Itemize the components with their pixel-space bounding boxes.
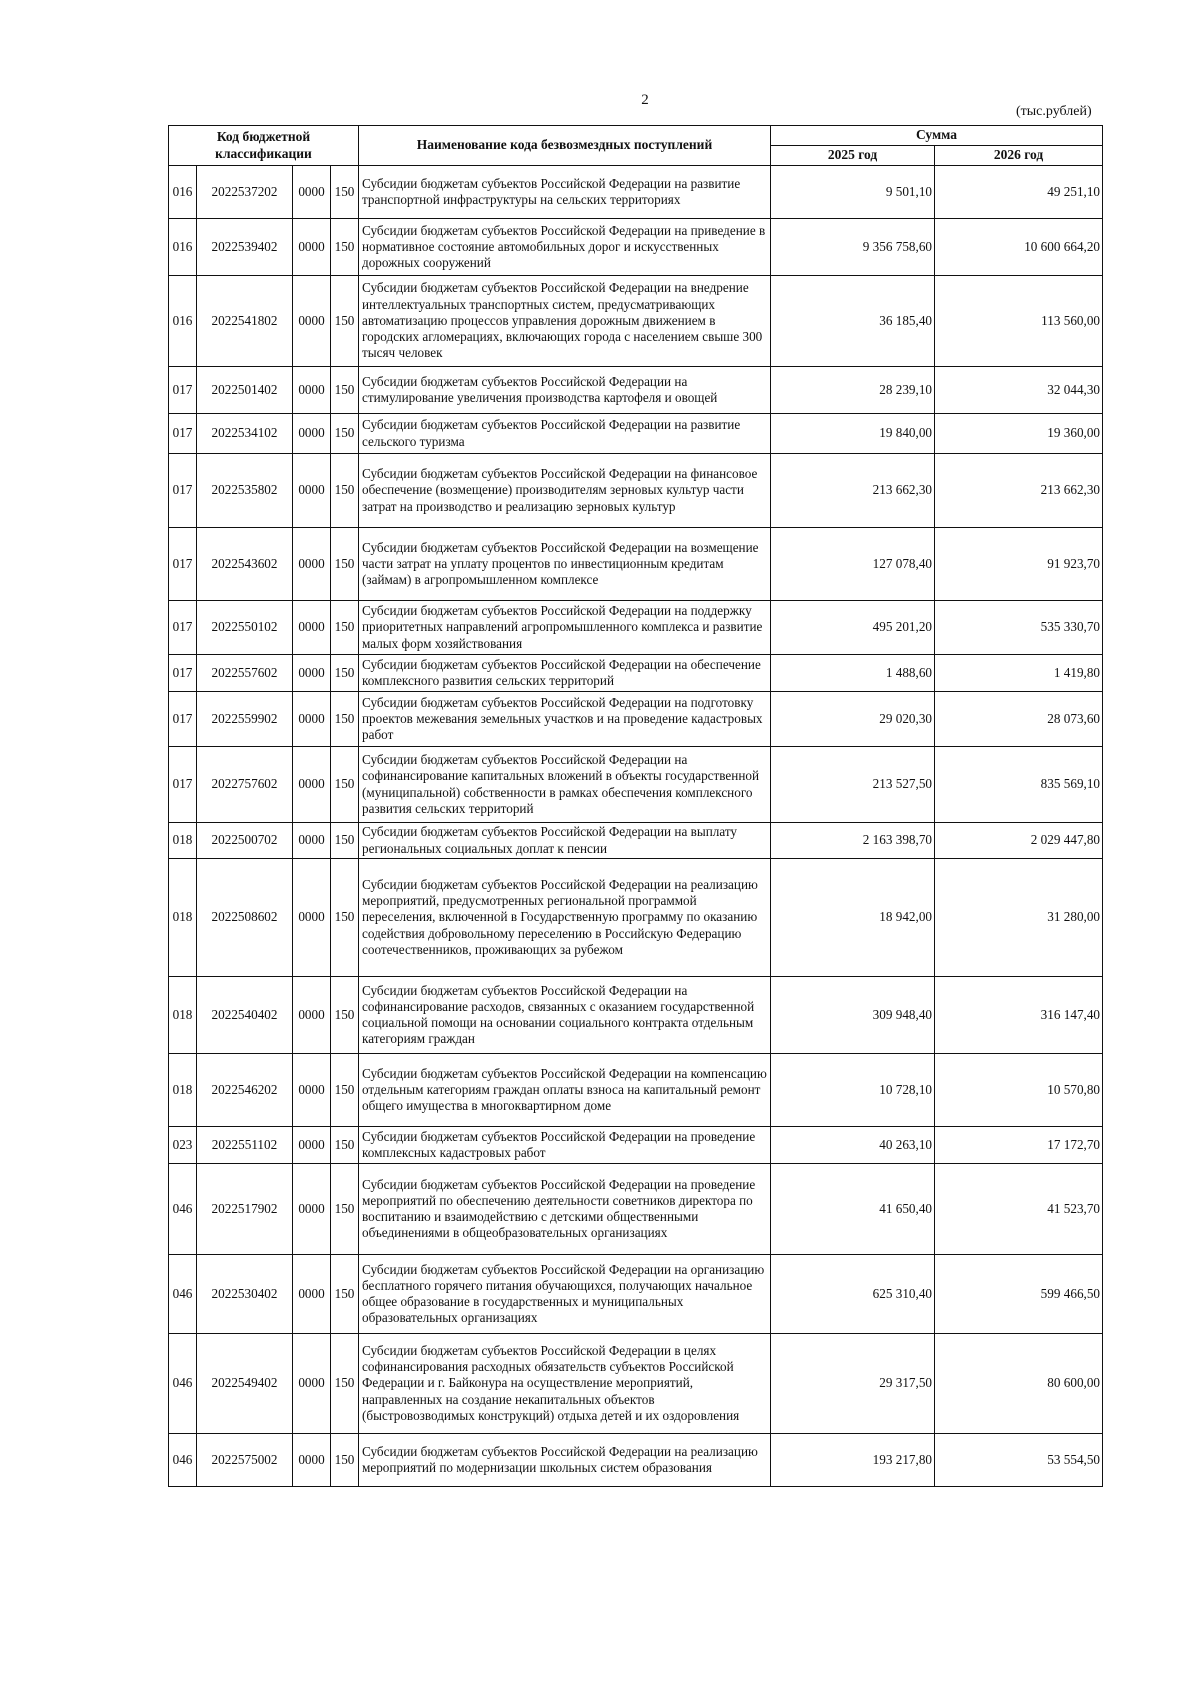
admin-code-cell: 017	[169, 454, 197, 528]
table-row	[169, 166, 1103, 219]
table-row	[169, 1334, 1103, 1434]
kosgu-cell: 150	[331, 747, 359, 823]
subcode-cell: 0000	[293, 1164, 331, 1255]
amount-2026-cell: 535 330,70	[935, 601, 1103, 655]
amount-2025-cell: 40 263,10	[771, 1127, 935, 1164]
kosgu-cell: 150	[331, 166, 359, 219]
amount-2025-cell: 625 310,40	[771, 1255, 935, 1334]
admin-code-cell: 016	[169, 219, 197, 276]
table-row	[169, 414, 1103, 454]
header-name: Наименование кода безвозмездных поступлений	[359, 126, 771, 166]
description-cell: Субсидии бюджетам субъектов Российской Федерации в целях софинансирования расходных обязательств субъектов Российской Федерации и г. Байконура на осуществление мероприятий, направленных на создание некапитальных объектов (быстровозводимых конструкций) отдыха детей и их оздоровления	[359, 1334, 771, 1434]
budget-code-cell: 2022540402	[197, 977, 293, 1054]
admin-code-cell: 017	[169, 528, 197, 601]
amount-2026-cell: 19 360,00	[935, 414, 1103, 454]
budget-code-cell: 2022534102	[197, 414, 293, 454]
kosgu-cell: 150	[331, 276, 359, 367]
description-cell: Субсидии бюджетам субъектов Российской Федерации на проведение комплексных кадастровых работ	[359, 1127, 771, 1164]
kosgu-cell: 150	[331, 367, 359, 414]
description-cell: Субсидии бюджетам субъектов Российской Федерации на компенсацию отдельным категориям граждан оплаты взноса на капитальный ремонт общего имущества в многоквартирном доме	[359, 1054, 771, 1127]
subcode-cell: 0000	[293, 276, 331, 367]
amount-2026-cell: 28 073,60	[935, 692, 1103, 747]
budget-table	[168, 125, 1103, 1487]
admin-code-cell: 018	[169, 1054, 197, 1127]
amount-2025-cell: 18 942,00	[771, 859, 935, 977]
page-number: 2	[641, 92, 649, 108]
kosgu-cell: 150	[331, 1434, 359, 1487]
amount-2025-cell: 29 020,30	[771, 692, 935, 747]
amount-2025-cell: 41 650,40	[771, 1164, 935, 1255]
table-row	[169, 367, 1103, 414]
budget-code-cell: 2022501402	[197, 367, 293, 414]
table-row	[169, 823, 1103, 859]
kosgu-cell: 150	[331, 1054, 359, 1127]
table-row	[169, 276, 1103, 367]
description-cell: Субсидии бюджетам субъектов Российской Федерации на реализацию мероприятий по модернизации школьных систем образования	[359, 1434, 771, 1487]
subcode-cell: 0000	[293, 977, 331, 1054]
amount-2025-cell: 1 488,60	[771, 655, 935, 692]
budget-code-cell: 2022537202	[197, 166, 293, 219]
table-row	[169, 601, 1103, 655]
amount-2026-cell: 31 280,00	[935, 859, 1103, 977]
amount-2025-cell: 213 662,30	[771, 454, 935, 528]
budget-code-cell: 2022559902	[197, 692, 293, 747]
amount-2025-cell: 19 840,00	[771, 414, 935, 454]
amount-2025-cell: 193 217,80	[771, 1434, 935, 1487]
budget-code-cell: 2022530402	[197, 1255, 293, 1334]
description-cell: Субсидии бюджетам субъектов Российской Федерации на проведение мероприятий по обеспечению деятельности советников директора по воспитанию и взаимодействию с детскими общественными объединениями в общеобразовательных организациях	[359, 1164, 771, 1255]
table-row	[169, 977, 1103, 1054]
amount-2025-cell: 213 527,50	[771, 747, 935, 823]
admin-code-cell: 023	[169, 1127, 197, 1164]
amount-2025-cell: 36 185,40	[771, 276, 935, 367]
budget-code-cell: 2022508602	[197, 859, 293, 977]
amount-2025-cell: 9 356 758,60	[771, 219, 935, 276]
description-cell: Субсидии бюджетам субъектов Российской Федерации на поддержку приоритетных направлений агропромышленного комплекса и развитие малых форм хозяйствования	[359, 601, 771, 655]
kosgu-cell: 150	[331, 414, 359, 454]
subcode-cell: 0000	[293, 1127, 331, 1164]
admin-code-cell: 046	[169, 1334, 197, 1434]
subcode-cell: 0000	[293, 1334, 331, 1434]
kosgu-cell: 150	[331, 655, 359, 692]
kosgu-cell: 150	[331, 823, 359, 859]
subcode-cell: 0000	[293, 747, 331, 823]
amount-2025-cell: 2 163 398,70	[771, 823, 935, 859]
kosgu-cell: 150	[331, 977, 359, 1054]
description-cell: Субсидии бюджетам субъектов Российской Федерации на внедрение интеллектуальных транспортных систем, предусматривающих автоматизацию процессов управления дорожным движением в городских агломерациях, включающих города с населением свыше 300 тысяч человек	[359, 276, 771, 367]
description-cell: Субсидии бюджетам субъектов Российской Федерации на обеспечение комплексного развития сельских территорий	[359, 655, 771, 692]
budget-code-cell: 2022546202	[197, 1054, 293, 1127]
description-cell: Субсидии бюджетам субъектов Российской Федерации на организацию бесплатного горячего питания обучающихся, получающих начальное общее образование в государственных и муниципальных образовательных организациях	[359, 1255, 771, 1334]
admin-code-cell: 017	[169, 601, 197, 655]
admin-code-cell: 017	[169, 367, 197, 414]
description-cell: Субсидии бюджетам субъектов Российской Федерации на софинансирование расходов, связанных с оказанием государственной социальной помощи на основании социального контракта отдельным категориям граждан	[359, 977, 771, 1054]
description-cell: Субсидии бюджетам субъектов Российской Федерации на подготовку проектов межевания земельных участков и на проведение кадастровых работ	[359, 692, 771, 747]
table-row	[169, 747, 1103, 823]
budget-code-cell: 2022557602	[197, 655, 293, 692]
amount-2026-cell: 32 044,30	[935, 367, 1103, 414]
amount-2026-cell: 80 600,00	[935, 1334, 1103, 1434]
admin-code-cell: 018	[169, 859, 197, 977]
amount-2026-cell: 113 560,00	[935, 276, 1103, 367]
description-cell: Субсидии бюджетам субъектов Российской Федерации на выплату региональных социальных доплат к пенсии	[359, 823, 771, 859]
kosgu-cell: 150	[331, 1255, 359, 1334]
description-cell: Субсидии бюджетам субъектов Российской Федерации на возмещение части затрат на уплату процентов по инвестиционным кредитам (займам) в агропромышленном комплексе	[359, 528, 771, 601]
amount-2026-cell: 10 600 664,20	[935, 219, 1103, 276]
budget-code-cell: 2022500702	[197, 823, 293, 859]
budget-code-cell: 2022575002	[197, 1434, 293, 1487]
amount-2025-cell: 495 201,20	[771, 601, 935, 655]
table-row	[169, 1255, 1103, 1334]
subcode-cell: 0000	[293, 692, 331, 747]
description-cell: Субсидии бюджетам субъектов Российской Федерации на развитие сельского туризма	[359, 414, 771, 454]
budget-code-cell: 2022541802	[197, 276, 293, 367]
amount-2026-cell: 10 570,80	[935, 1054, 1103, 1127]
table-row	[169, 1434, 1103, 1487]
table-row	[169, 454, 1103, 528]
budget-code-cell: 2022517902	[197, 1164, 293, 1255]
admin-code-cell: 018	[169, 823, 197, 859]
admin-code-cell: 046	[169, 1255, 197, 1334]
admin-code-cell: 018	[169, 977, 197, 1054]
subcode-cell: 0000	[293, 859, 331, 977]
admin-code-cell: 017	[169, 655, 197, 692]
budget-code-cell: 2022757602	[197, 747, 293, 823]
kosgu-cell: 150	[331, 601, 359, 655]
amount-2026-cell: 41 523,70	[935, 1164, 1103, 1255]
description-cell: Субсидии бюджетам субъектов Российской Федерации на реализацию мероприятий, предусмотренных региональной программой переселения, включенной в Государственную программу по оказанию содействия добровольному переселению в Российскую Федерацию соотечественников, проживающих за рубежом	[359, 859, 771, 977]
admin-code-cell: 017	[169, 692, 197, 747]
subcode-cell: 0000	[293, 414, 331, 454]
header-year-2025: 2025 год	[771, 146, 935, 166]
amount-2025-cell: 10 728,10	[771, 1054, 935, 1127]
table-row	[169, 655, 1103, 692]
amount-2025-cell: 28 239,10	[771, 367, 935, 414]
amount-2025-cell: 9 501,10	[771, 166, 935, 219]
units-label: (тыс.рублей)	[1016, 104, 1092, 119]
budget-code-cell: 2022551102	[197, 1127, 293, 1164]
subcode-cell: 0000	[293, 454, 331, 528]
subcode-cell: 0000	[293, 219, 331, 276]
amount-2025-cell: 309 948,40	[771, 977, 935, 1054]
kosgu-cell: 150	[331, 1334, 359, 1434]
admin-code-cell: 016	[169, 166, 197, 219]
amount-2026-cell: 17 172,70	[935, 1127, 1103, 1164]
subcode-cell: 0000	[293, 823, 331, 859]
subcode-cell: 0000	[293, 528, 331, 601]
subcode-cell: 0000	[293, 1054, 331, 1127]
amount-2026-cell: 835 569,10	[935, 747, 1103, 823]
admin-code-cell: 017	[169, 747, 197, 823]
table-row	[169, 219, 1103, 276]
admin-code-cell: 046	[169, 1434, 197, 1487]
amount-2026-cell: 2 029 447,80	[935, 823, 1103, 859]
amount-2026-cell: 53 554,50	[935, 1434, 1103, 1487]
table-row	[169, 1127, 1103, 1164]
header-year-2026: 2026 год	[935, 146, 1103, 166]
amount-2025-cell: 29 317,50	[771, 1334, 935, 1434]
amount-2026-cell: 1 419,80	[935, 655, 1103, 692]
amount-2026-cell: 91 923,70	[935, 528, 1103, 601]
kosgu-cell: 150	[331, 1164, 359, 1255]
table-row	[169, 859, 1103, 977]
description-cell: Субсидии бюджетам субъектов Российской Федерации на софинансирование капитальных вложений в объекты государственной (муниципальной) собственности в рамках обеспечения комплексного развития сельских территорий	[359, 747, 771, 823]
budget-code-cell: 2022549402	[197, 1334, 293, 1434]
amount-2026-cell: 49 251,10	[935, 166, 1103, 219]
subcode-cell: 0000	[293, 1255, 331, 1334]
header-sum: Сумма	[771, 126, 1103, 146]
subcode-cell: 0000	[293, 655, 331, 692]
budget-code-cell: 2022550102	[197, 601, 293, 655]
budget-code-cell: 2022539402	[197, 219, 293, 276]
kosgu-cell: 150	[331, 219, 359, 276]
kosgu-cell: 150	[331, 528, 359, 601]
kosgu-cell: 150	[331, 859, 359, 977]
subcode-cell: 0000	[293, 166, 331, 219]
description-cell: Субсидии бюджетам субъектов Российской Федерации на стимулирование увеличения производства картофеля и овощей	[359, 367, 771, 414]
table-row	[169, 692, 1103, 747]
description-cell: Субсидии бюджетам субъектов Российской Федерации на финансовое обеспечение (возмещение) производителям зерновых культур части затрат на производство и реализацию зерновых культур	[359, 454, 771, 528]
subcode-cell: 0000	[293, 601, 331, 655]
amount-2026-cell: 316 147,40	[935, 977, 1103, 1054]
kosgu-cell: 150	[331, 454, 359, 528]
kosgu-cell: 150	[331, 1127, 359, 1164]
admin-code-cell: 046	[169, 1164, 197, 1255]
budget-code-cell: 2022543602	[197, 528, 293, 601]
amount-2025-cell: 127 078,40	[771, 528, 935, 601]
admin-code-cell: 016	[169, 276, 197, 367]
amount-2026-cell: 213 662,30	[935, 454, 1103, 528]
admin-code-cell: 017	[169, 414, 197, 454]
subcode-cell: 0000	[293, 367, 331, 414]
description-cell: Субсидии бюджетам субъектов Российской Федерации на приведение в нормативное состояние автомобильных дорог и искусственных дорожных сооружений	[359, 219, 771, 276]
budget-code-cell: 2022535802	[197, 454, 293, 528]
description-cell: Субсидии бюджетам субъектов Российской Федерации на развитие транспортной инфраструктуры на сельских территориях	[359, 166, 771, 219]
table-row	[169, 1164, 1103, 1255]
kosgu-cell: 150	[331, 692, 359, 747]
header-code-group: Код бюджетной классификации	[169, 126, 359, 166]
subcode-cell: 0000	[293, 1434, 331, 1487]
table-row	[169, 528, 1103, 601]
table-row	[169, 1054, 1103, 1127]
amount-2026-cell: 599 466,50	[935, 1255, 1103, 1334]
